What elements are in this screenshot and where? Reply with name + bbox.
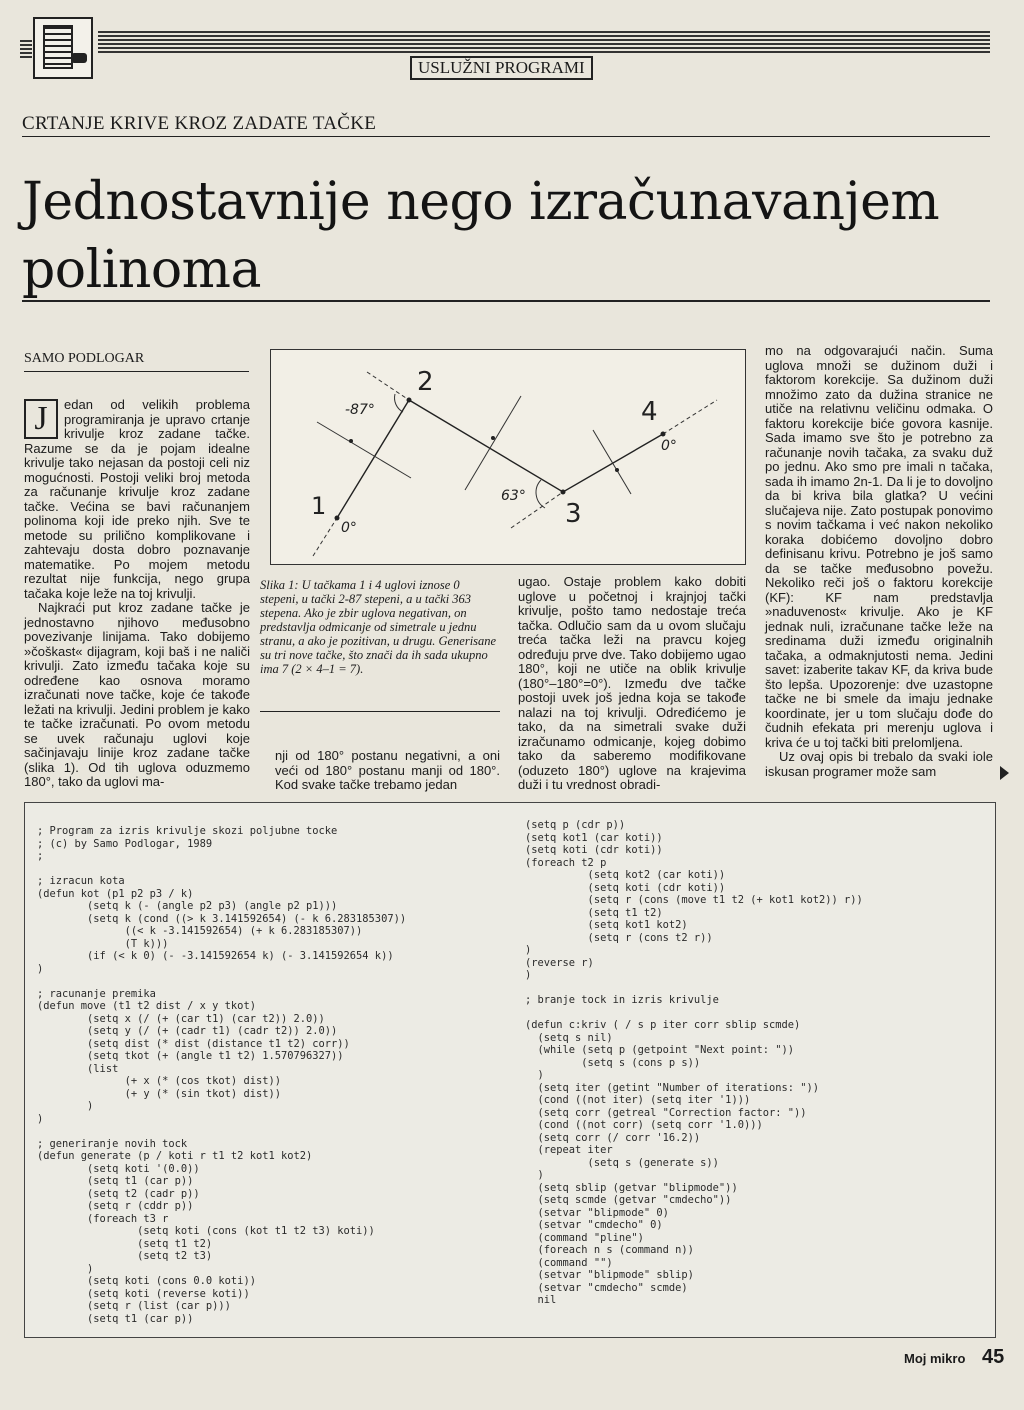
code-left: ; Program za izris krivulje skozi poljubne tocke ; (c) by Samo Podlogar, 1989 ; ; izracun kota (defun kot (p1 p2 p3 / k) (setq k (- (angle p2 p3) (angle p2 p1))) (setq k (cond ((> k 3.141592654) (- k 6.283185307)) ((< k -3.141592654) (+ k 6.283185307)) (T k))) (if (< k 0) (- -3.141592654 k) (- 3.141592654 k)) ) ; racunanje premika (defun move (t1 t2 dist / x y tkot) (setq x (/ (+ (car t1) (car t2)) 2.0)) (setq y (/ (+ (cadr t1) (cadr t2)) 2.0)) (setq dist (* dist (distance t1 t2) corr)) (setq tkot (+ (angle t1 t2) 1.570796327)) (list (+ x (* (cos tkot) dist)) (+ y (* (sin tkot) dist)) ) ) ; generiranje novih tock (defun generate (p / koti r t1 t2 kot1 kot2) (setq koti '(0.0)) (setq t1 (car p)) (setq t2 (cadr p)) (setq r (cddr p)) (foreach t3 r (setq koti (cons (kot t1 t2 t3) koti)) (setq t1 t2) (setq t2 t3) ) (setq koti (cons 0.0 koti)) (setq koti (reverse koti)) (setq r (list (car p))) (setq t1 (car p)) <box>37 825 407 1325</box>
col4-paragraph-1: mo na odgovarajući način. Suma uglova množi se dužinom duži i faktorom korekcije. Sa dužinom duži množimo zato da dužina stranice ne utiče na relativnu veličinu odmaka. O faktoru korekcije biće govora kasnije. Sada imamo sve što je potrebno za računanje novih tačaka, za svaku duž po jednu. Ako smo pre imali n tačaka, sada ih imamo 2n-1. Da li je to dovoljno da bi kriva bila glatka? U većini slučajeva nije. Zato postupak ponovimo s novim tačkama i već nakon nekoliko koraka dobićemo dovoljno dobro definisanu krivu. Potrebno je još samo da se tačke međusobno povežu. Nekoliko reči još o faktoru korekcije (KF): KF nam predstavlja »naduvenost« krivulje. Ako je KF jednak nuli, izračunane tačke leže na sredinama duži između originalnih tačaka, a odmaknjutosti nema. Jedini savet: izaberite takav KF, da kriva bude što lepša. Upozorenje: dve uzastopne tačke ne bi smele da imaju jednake koordinate, jer u tom slučaju dođe do čudnih efekata pri merenju uglova i kriva će u toj tački biti prelomljena. <box>765 343 993 750</box>
code-listing <box>24 802 996 1338</box>
bisector-3 <box>593 430 631 494</box>
col1-paragraph-1: edan od velikih problema programiranja je upravo crtanje krivulje kroz zadane tačke. Razume se da je pojam idealne krivulje tako nejasan da postoji celi niz mogućnosti. Postoji veliki broj metoda za računanje krivulje kroz zadane tačke. Većina se bavi računanjem polinoma koji ide preko njih. Sve te metode su prilično komplikovane i zahtevaju dosta dobro poznavanje matematike. Po mojem metodu rezultat nije funkcija, nego grupa tačaka koje leže na toj krivulji. <box>24 397 250 601</box>
screen-icon <box>43 25 73 69</box>
angle-3: 63° <box>501 488 526 504</box>
point-2 <box>407 398 412 403</box>
column-2: nji od 180° postanu negativni, a oni veći od 180° postanu manji od 180°. Kod svake tačke trebamo jedan <box>275 748 500 792</box>
section-label: USLUŽNI PROGRAMI <box>410 56 593 80</box>
kicker-rule <box>22 136 990 137</box>
new-point-2 <box>491 436 495 440</box>
computer-logo-icon <box>33 17 93 79</box>
article-title: Jednostavnije nego izračunavanjem polinoma <box>22 172 940 300</box>
new-point-1 <box>349 439 353 443</box>
caption-rule <box>260 711 500 712</box>
polyline <box>337 400 663 518</box>
column-1 <box>24 398 250 790</box>
angle-2: -87° <box>345 402 375 418</box>
point-1 <box>335 516 340 521</box>
column-3: ugao. Ostaje problem kako dobiti uglove u početnoj i krajnjoj tački krivulje, pošto tamo nedostaje treća tačka. Odlučio sam da u ovom slučaju treća tačka leži na pravcu kojeg određuju prve dve. Tako dobijemo ugao 180°, koji ne utiče na oblik krivulje (180°–180°=0°). Između dve tačke postoji uvek još jedna koja se takođe nalazi na toj krivulji. Određićemo je tako, da na simetrali svake duži izračunamo odmicanje, kojeg dobimo tako da saberemo modifikovane (oduzeto 180°) uglove na krajevima duži i tu vrednost obradi- <box>518 574 746 792</box>
col1-paragraph-2: Najkraći put kroz zadane tačke je jednostavno njihovo međusobno povezivanje linijama. Tako dobijemo »čoškast« dijagram, koji baš i ne naliči krivulji. Zato između tačaka koje su određene kao osnova moramo izračunati nove tačke, koje će takođe ležati na krivulji. Jedini problem je kako te tačke izračunati. Po ovom metodu se uvek računaju uglovi koje sačinjavaju linije kroz zadane tačke (slika 1). Od tih uglova oduzmemo 180°, tako da uglovi ma- <box>24 600 250 789</box>
angle-arc-3 <box>536 480 545 508</box>
point-4 <box>661 432 666 437</box>
ext-line-1 <box>313 518 337 556</box>
label-3: 3 <box>565 499 582 529</box>
angle-4: 0° <box>661 438 677 454</box>
header-stripe <box>98 31 990 53</box>
title-rule <box>22 300 990 302</box>
figure-1 <box>270 349 746 565</box>
label-4: 4 <box>641 397 658 427</box>
bisector-2 <box>465 396 521 490</box>
point-3 <box>561 490 566 495</box>
continue-arrow-icon <box>1000 766 1009 780</box>
magazine-name: Moj mikro <box>904 1351 966 1366</box>
figure-caption: Slika 1: U tačkama 1 i 4 uglovi iznose 0 stepeni, u tački 2-87 stepeni, a u tački 363 stepena. Ako je zbir uglova negativan, on predstavlja odmicanje od simetrale u jednu stranu, a ako je pozitivan, u drugu. Generisane su tri nove tačke, što znači da ih sada ukupno ima 7 (2 × 4–1 = 7). <box>260 578 497 676</box>
author-rule <box>24 371 249 372</box>
ext-line-2 <box>367 372 409 400</box>
angle-arc-2 <box>395 394 403 412</box>
col4-paragraph-2: Uz ovaj opis bi trebalo da svaki iole iskusan programer može sam <box>765 749 993 779</box>
header-stripe-left <box>20 40 32 58</box>
drop-cap: J <box>24 399 58 439</box>
bisector-1 <box>317 422 411 478</box>
kicker: CRTANJE KRIVE KROZ ZADATE TAČKE <box>22 113 377 134</box>
angle-1: 0° <box>341 520 357 536</box>
code-right: (setq p (cdr p)) (setq kot1 (car koti)) (setq koti (cdr koti)) (foreach t2 p (setq kot2 (car koti)) (setq koti (cdr koti)) (setq r (cons (move t1 t2 (+ kot1 kot2)) r)) (setq t1 t2) (setq kot1 kot2) (setq r (cons t2 r)) ) (reverse r) ) ; branje tock in izris krivulje (defun c:kriv ( / s p iter corr sblip scmde) (setq s nil) (while (setq p (getpoint "Next point: ")) (setq s (cons p s)) ) (setq iter (getint "Number of iterations: ")) (cond ((not iter) (setq iter '1))) (setq corr (getreal "Correction factor: ")) (cond ((not corr) (setq corr '1.0))) (setq corr (/ corr '16.2)) (repeat iter (setq s (generate s)) ) (setq sblip (getvar "blipmode")) (setq scmde (getvar "cmdecho")) (setvar "blipmode" 0) (setvar "cmdecho" 0) (command "pline") (foreach n s (command n)) (command "") (setvar "blipmode" sblip) (setvar "cmdecho" scmde) nil <box>525 819 863 1306</box>
author: SAMO PODLOGAR <box>24 351 145 366</box>
hand-icon <box>71 53 87 63</box>
column-4 <box>765 344 993 779</box>
label-2: 2 <box>417 367 434 397</box>
label-1: 1 <box>311 492 327 520</box>
ext-line-4 <box>663 400 717 434</box>
page-number: 45 <box>982 1346 1005 1368</box>
figure-1-diagram <box>271 350 745 564</box>
new-point-3 <box>615 468 619 472</box>
